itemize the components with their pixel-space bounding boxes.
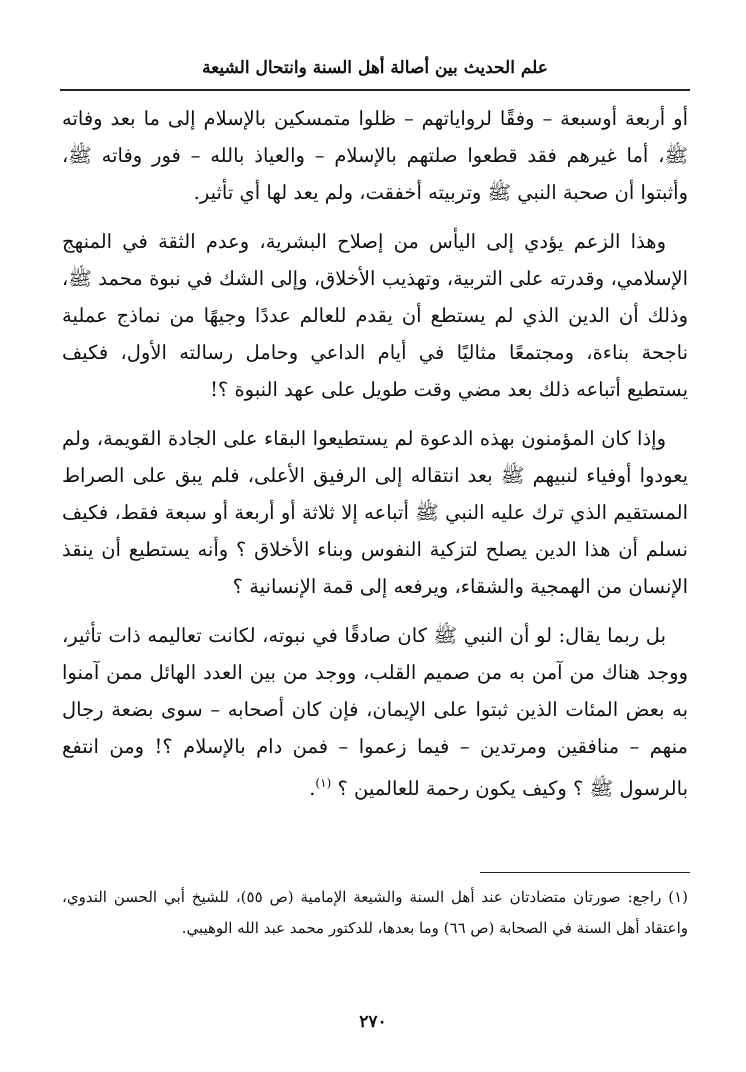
footnote-separator xyxy=(480,872,690,873)
paragraph-2: وهذا الزعم يؤدي إلى اليأس من إصلاح البشرية، وعدم الثقة في المنهج الإسلامي، وقدرته على التربية، وتهذيب الأخلاق، وإلى الشك في نبوة محمد ﷺ، وذلك أن الدين الذي لم يستطع أن يقدم للعالم عددًا وجيهًا من نماذج عملية ناجحة بناءة، ومجتمعًا مثاليًا في أيام الداعي وحامل رسالته الأول، فكيف يستطيع أتباعه ذلك بعد مضي وقت طويل على عهد النبوة ؟! xyxy=(62,230,688,401)
footnote-marker: (١) xyxy=(315,776,332,790)
footnote xyxy=(62,882,688,944)
paragraph-4-end: . xyxy=(309,777,316,800)
footnote-text: (١) راجع: صورتان متضادتان عند أهل السنة والشيعة الإمامية (ص ٥٥)، للشيخ أبي الحسن الندوي، واعتقاد أهل السنة في الصحابة (ص ٦٦) وما بعدها، للدكتور محمد عبد الله الوهيبي. xyxy=(62,888,689,937)
main-text xyxy=(62,100,688,807)
paragraph-1: أو أربعة أوسبعة – وفقًا لرواياتهم – ظلوا متمسكين بالإسلام إلى ما بعد وفاته ﷺ، أما غيرهم فقد قطعوا صلتهم بالإسلام – والعياذ بالله – فور وفاته ﷺ، وأثبتوا أن صحبة النبي ﷺ وتربيته أخفقت، ولم يعد لها أي تأثير. xyxy=(62,107,688,204)
page-number: ٢٧٠ xyxy=(359,1012,387,1032)
paragraph-4-text: بل ربما يقال: لو أن النبي ﷺ كان صادقًا في نبوته، لكانت تعاليمه ذات تأثير، ووجد هناك من آمن به من صميم القلب، ووجد من بين العدد الهائل ممن آمنوا به بعض المئات الذين ثبتوا على الإيمان، فإن كان أصحابه – سوى بضعة رجال منهم – منافقين ومرتدين – فيما زعموا – فمن دام بالإسلام ؟! ومن انتفع بالرسول ﷺ ؟ وكيف يكون رحمة للعالمين ؟ xyxy=(62,624,688,800)
paragraph-4 xyxy=(62,617,688,807)
running-header-title: علم الحديث بين أصالة أهل السنة وانتحال الشيعة xyxy=(202,58,548,78)
header-rule xyxy=(60,89,690,91)
paragraph-3: وإذا كان المؤمنون بهذه الدعوة لم يستطيعوا البقاء على الجادة القويمة، ولم يعودوا أوفياء لنبيهم ﷺ بعد انتقاله إلى الرفيق الأعلى، فلم يبق على الصراط المستقيم الذي ترك عليه النبي ﷺ أتباعه إلا ثلاثة أو أربعة أو سبعة فقط، فكيف نسلم أن هذا الدين يصلح لتزكية النفوس وبناء الأخلاق ؟ وأنه يستطيع أن ينقذ الإنسان من الهمجية والشقاء، ويرفعه إلى قمة الإنسانية ؟ xyxy=(62,427,688,598)
